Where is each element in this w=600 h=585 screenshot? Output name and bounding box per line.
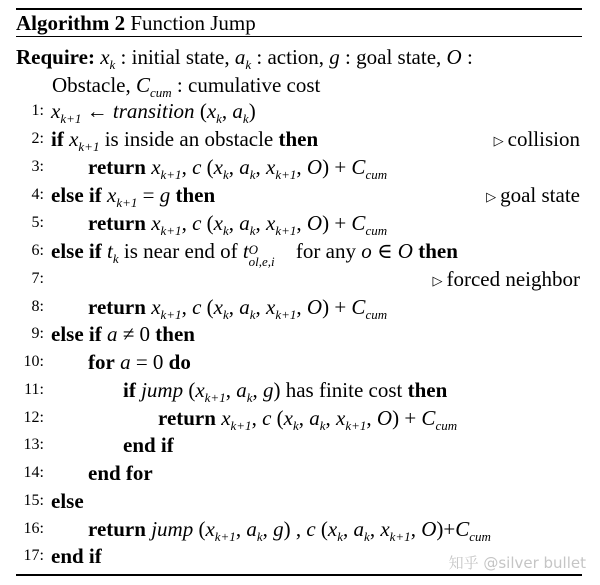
algorithm-line-16 <box>0 515 600 543</box>
algorithm-label: Algorithm 2 <box>16 11 126 35</box>
algorithm-line-2 <box>0 125 600 153</box>
line-number: 8: <box>31 298 44 315</box>
line-code: else <box>51 489 84 513</box>
algorithm-line-6 <box>0 237 600 269</box>
line-code: else if $t_k$ is near end of t O ol,e,i for any o ∈ O then <box>51 239 458 269</box>
line-number: 7: <box>31 270 44 287</box>
require-line-1: Require: $x_k$ : initial state, $a_k$ : action, g : goal state, O : <box>16 45 473 72</box>
line-code: if jump ($x_{k+1}$, $a_k$, g) has finite cost then <box>123 378 448 405</box>
line-code: return $x_{k+1}$, c ($x_k$, $a_k$, $x_{k+1}$, $O) + C_{cum}$ <box>88 155 388 182</box>
algorithm-title: Function Jump <box>130 11 256 35</box>
algorithm-caption <box>16 11 256 35</box>
line-number: 10: <box>23 353 44 370</box>
triangle-right-icon: ▷ <box>486 189 497 204</box>
algorithm-line-5 <box>0 209 600 237</box>
algorithm-line-11 <box>0 376 600 404</box>
line-code: end if <box>123 433 174 457</box>
algorithm-line-12 <box>0 404 600 432</box>
line-number: 3: <box>31 158 44 175</box>
algorithm-line-14 <box>0 459 600 487</box>
line-code: else if a ≠ 0 then <box>51 322 195 346</box>
algorithm-line-9 <box>0 320 600 348</box>
line-number: 15: <box>23 492 44 509</box>
line-number: 9: <box>31 325 44 342</box>
line-code: $x_{k+1}$ ← transition ($x_k$, $a_k$) <box>51 99 256 126</box>
triangle-right-icon: ▷ <box>493 133 504 148</box>
line-number: 13: <box>23 436 44 453</box>
line-number: 12: <box>23 409 44 426</box>
line-code: end if <box>51 544 102 568</box>
require-line-2: Obstacle, $C_{cum}$ : cumulative cost <box>52 73 321 100</box>
line-code: return $x_{k+1}$, c ($x_k$, $a_k$, $x_{k+1}$, $O) + C_{cum}$ <box>88 211 388 238</box>
algorithm-line-8 <box>0 293 600 321</box>
line-comment: ▷ goal state <box>486 183 580 207</box>
line-code: return $x_{k+1}$, c ($x_k$, $a_k$, $x_{k+1}$, $O) + C_{cum}$ <box>158 406 458 433</box>
line-code: for a = 0 do <box>88 350 191 374</box>
triangle-right-icon: ▷ <box>432 273 443 288</box>
line-number: 14: <box>23 464 44 481</box>
line-number: 1: <box>31 102 44 119</box>
line-number: 11: <box>24 381 44 398</box>
line-number: 16: <box>23 520 44 537</box>
algorithm-line-10 <box>0 348 600 376</box>
bottom-rule <box>16 574 582 576</box>
line-number: 5: <box>31 214 44 231</box>
line-number: 6: <box>31 242 44 259</box>
line-code: else if $x_{k+1} = g$ then <box>51 183 216 210</box>
algorithm-line-13 <box>0 431 600 459</box>
require-block <box>16 43 582 99</box>
line-number: 4: <box>31 186 44 203</box>
line-number: 2: <box>31 130 44 147</box>
require-keyword: Require: <box>16 45 95 69</box>
line-comment: ▷ collision <box>493 127 580 151</box>
caption-rule <box>16 36 582 37</box>
algorithm-line-15 <box>0 487 600 515</box>
watermark: 知乎 @silver bullet <box>448 554 586 572</box>
top-rule <box>16 8 582 10</box>
line-code: end for <box>88 461 153 485</box>
line-code: return $x_{k+1}$, c ($x_k$, $a_k$, $x_{k+1}$, $O) + C_{cum}$ <box>88 295 388 322</box>
line-code: if $x_{k+1}$ is inside an obstacle then <box>51 127 319 154</box>
algorithm-line-4 <box>0 181 600 209</box>
line-comment: ▷ forced neighbor <box>432 267 580 291</box>
algorithm-line-7 <box>0 265 600 293</box>
algorithm-line-3 <box>0 153 600 181</box>
algorithm-line-1 <box>0 97 600 125</box>
line-code: return jump ($x_{k+1}$, $a_k$, g) , c ($x_k$, $a_k$, $x_{k+1}$, $O)+C_{cum}$ <box>88 517 491 544</box>
line-number: 17: <box>23 547 44 564</box>
